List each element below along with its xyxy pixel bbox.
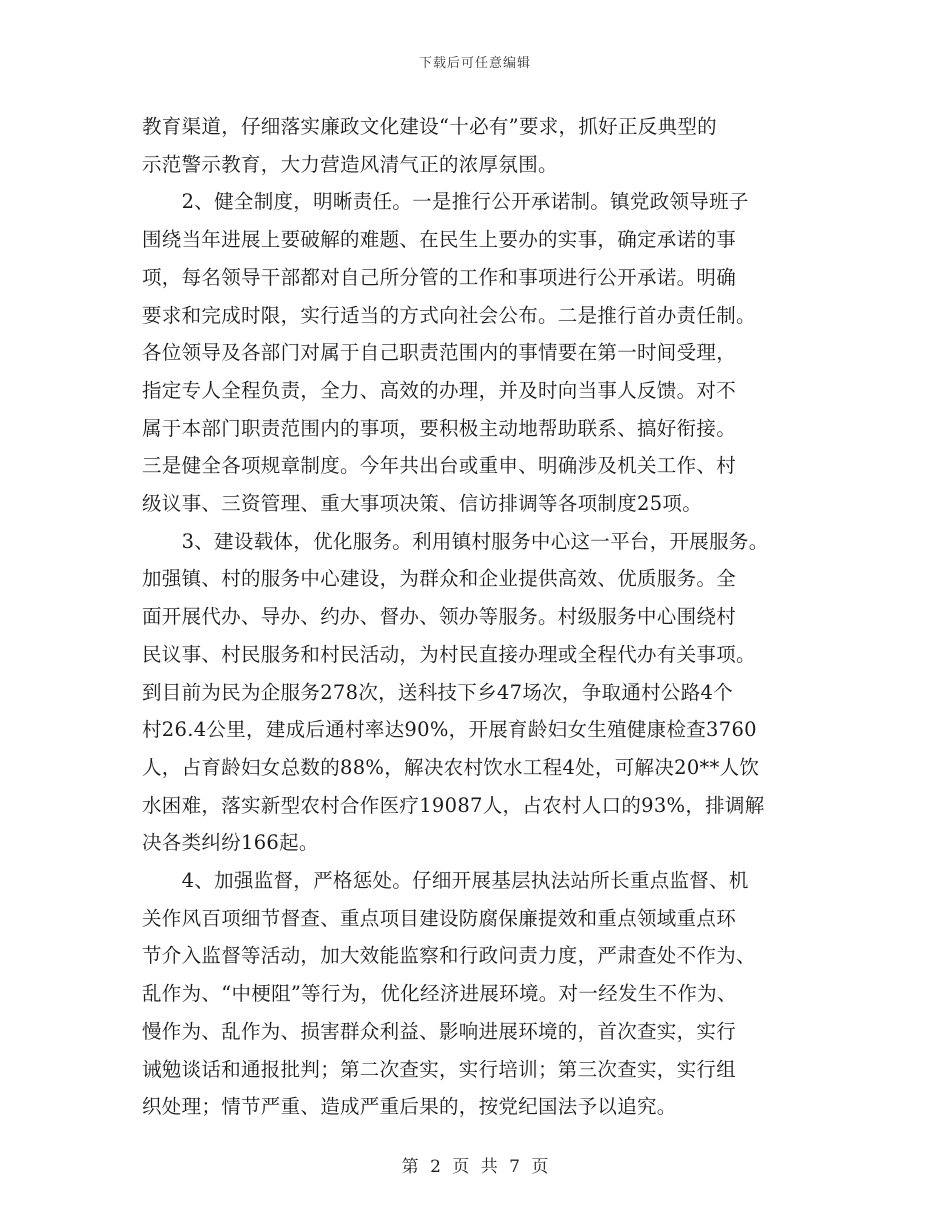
- text-line: 教育渠道，仔细落实廉政文化建设“十必有”要求，抓好正反典型的: [142, 115, 717, 138]
- text-line: 围绕当年进展上要破解的难题、在民生上要办的实事，确定承诺的事: [142, 228, 737, 252]
- text-line: 民议事、村民服务和村民活动，为村民直接办理或全程代办有关事项。: [142, 642, 756, 666]
- text-line: 织处理；情节严重、造成严重后果的，按党纪国法予以追究。: [142, 1095, 677, 1119]
- text-line: 2、健全制度，明晰责任。一是推行公开承诺制。镇党政领导班子: [142, 190, 749, 214]
- text-line: 诫勉谈话和通报批判；第二次查实，实行培训；第三次查实，实行组: [142, 1057, 737, 1081]
- text-line: 村26.4公里，建成后通村率达90%，开展育龄妇女生殖健康检查3760: [142, 718, 757, 742]
- text-line: 加强镇、村的服务中心建设，为群众和企业提供高效、优质服务。全: [142, 567, 737, 591]
- text-line: 关作风百项细节督查、重点项目建设防腐保廉提效和重点领域重点环: [142, 906, 737, 930]
- text-line: 指定专人全程负责，全力、高效的办理，并及时向当事人反馈。对不: [142, 378, 737, 402]
- text-line: 示范警示教育，大力营造风清气正的浓厚氛围。: [142, 152, 558, 176]
- text-line: 级议事、三资管理、重大事项决策、信访排调等各项制度25项。: [142, 492, 703, 516]
- page-number-footer: 第 2 页 共 7 页: [401, 1157, 549, 1177]
- text-line: 人，占育龄妇女总数的88%，解决农村饮水工程4处，可解决20**人饮: [142, 755, 760, 779]
- text-line: 决各类纠纷166起。: [142, 831, 319, 855]
- text-line: 到目前为民为企服务278次，送科技下乡47场次，争取通村公路4个: [142, 680, 734, 704]
- text-line: 属于本部门职责范围内的事项，要积极主动地帮助联系、搞好衔接。: [142, 416, 737, 440]
- text-line: 3、建设载体，优化服务。利用镇村服务中心这一平台，开展服务。: [142, 529, 769, 553]
- document-body: [142, 108, 832, 1126]
- text-line: 各位领导及各部门对属于自己职责范围内的事情要在第一时间受理，: [142, 341, 737, 365]
- text-line: 要求和完成时限，实行适当的方式向社会公布。二是推行首办责任制。: [142, 303, 756, 327]
- text-line: 慢作为、乱作为、损害群众利益、影响进展环境的，首次查实，实行: [142, 1019, 737, 1043]
- text-line: 节介入监督等活动，加大效能监察和行政问责力度，严肃查处不作为、: [142, 944, 756, 968]
- text-line: 项，每名领导干部都对自己所分管的工作和事项进行公开承诺。明确: [142, 265, 737, 289]
- text-line: 三是健全各项规章制度。今年共出台或重申、明确涉及机关工作、村: [142, 454, 737, 478]
- text-line: 乱作为、“中梗阻”等行为，优化经济进展环境。对一经发生不作为、: [142, 982, 737, 1006]
- page-header: 下载后可任意编辑: [418, 56, 531, 71]
- text-line: 4、加强监督，严格惩处。仔细开展基层执法站所长重点监督、机: [142, 869, 749, 893]
- text-line: 面开展代办、导办、约办、督办、领办等服务。村级服务中心围绕村: [142, 605, 737, 629]
- text-line: 水困难，落实新型农村合作医疗19087人，占农村人口的93%，排调解: [142, 793, 765, 817]
